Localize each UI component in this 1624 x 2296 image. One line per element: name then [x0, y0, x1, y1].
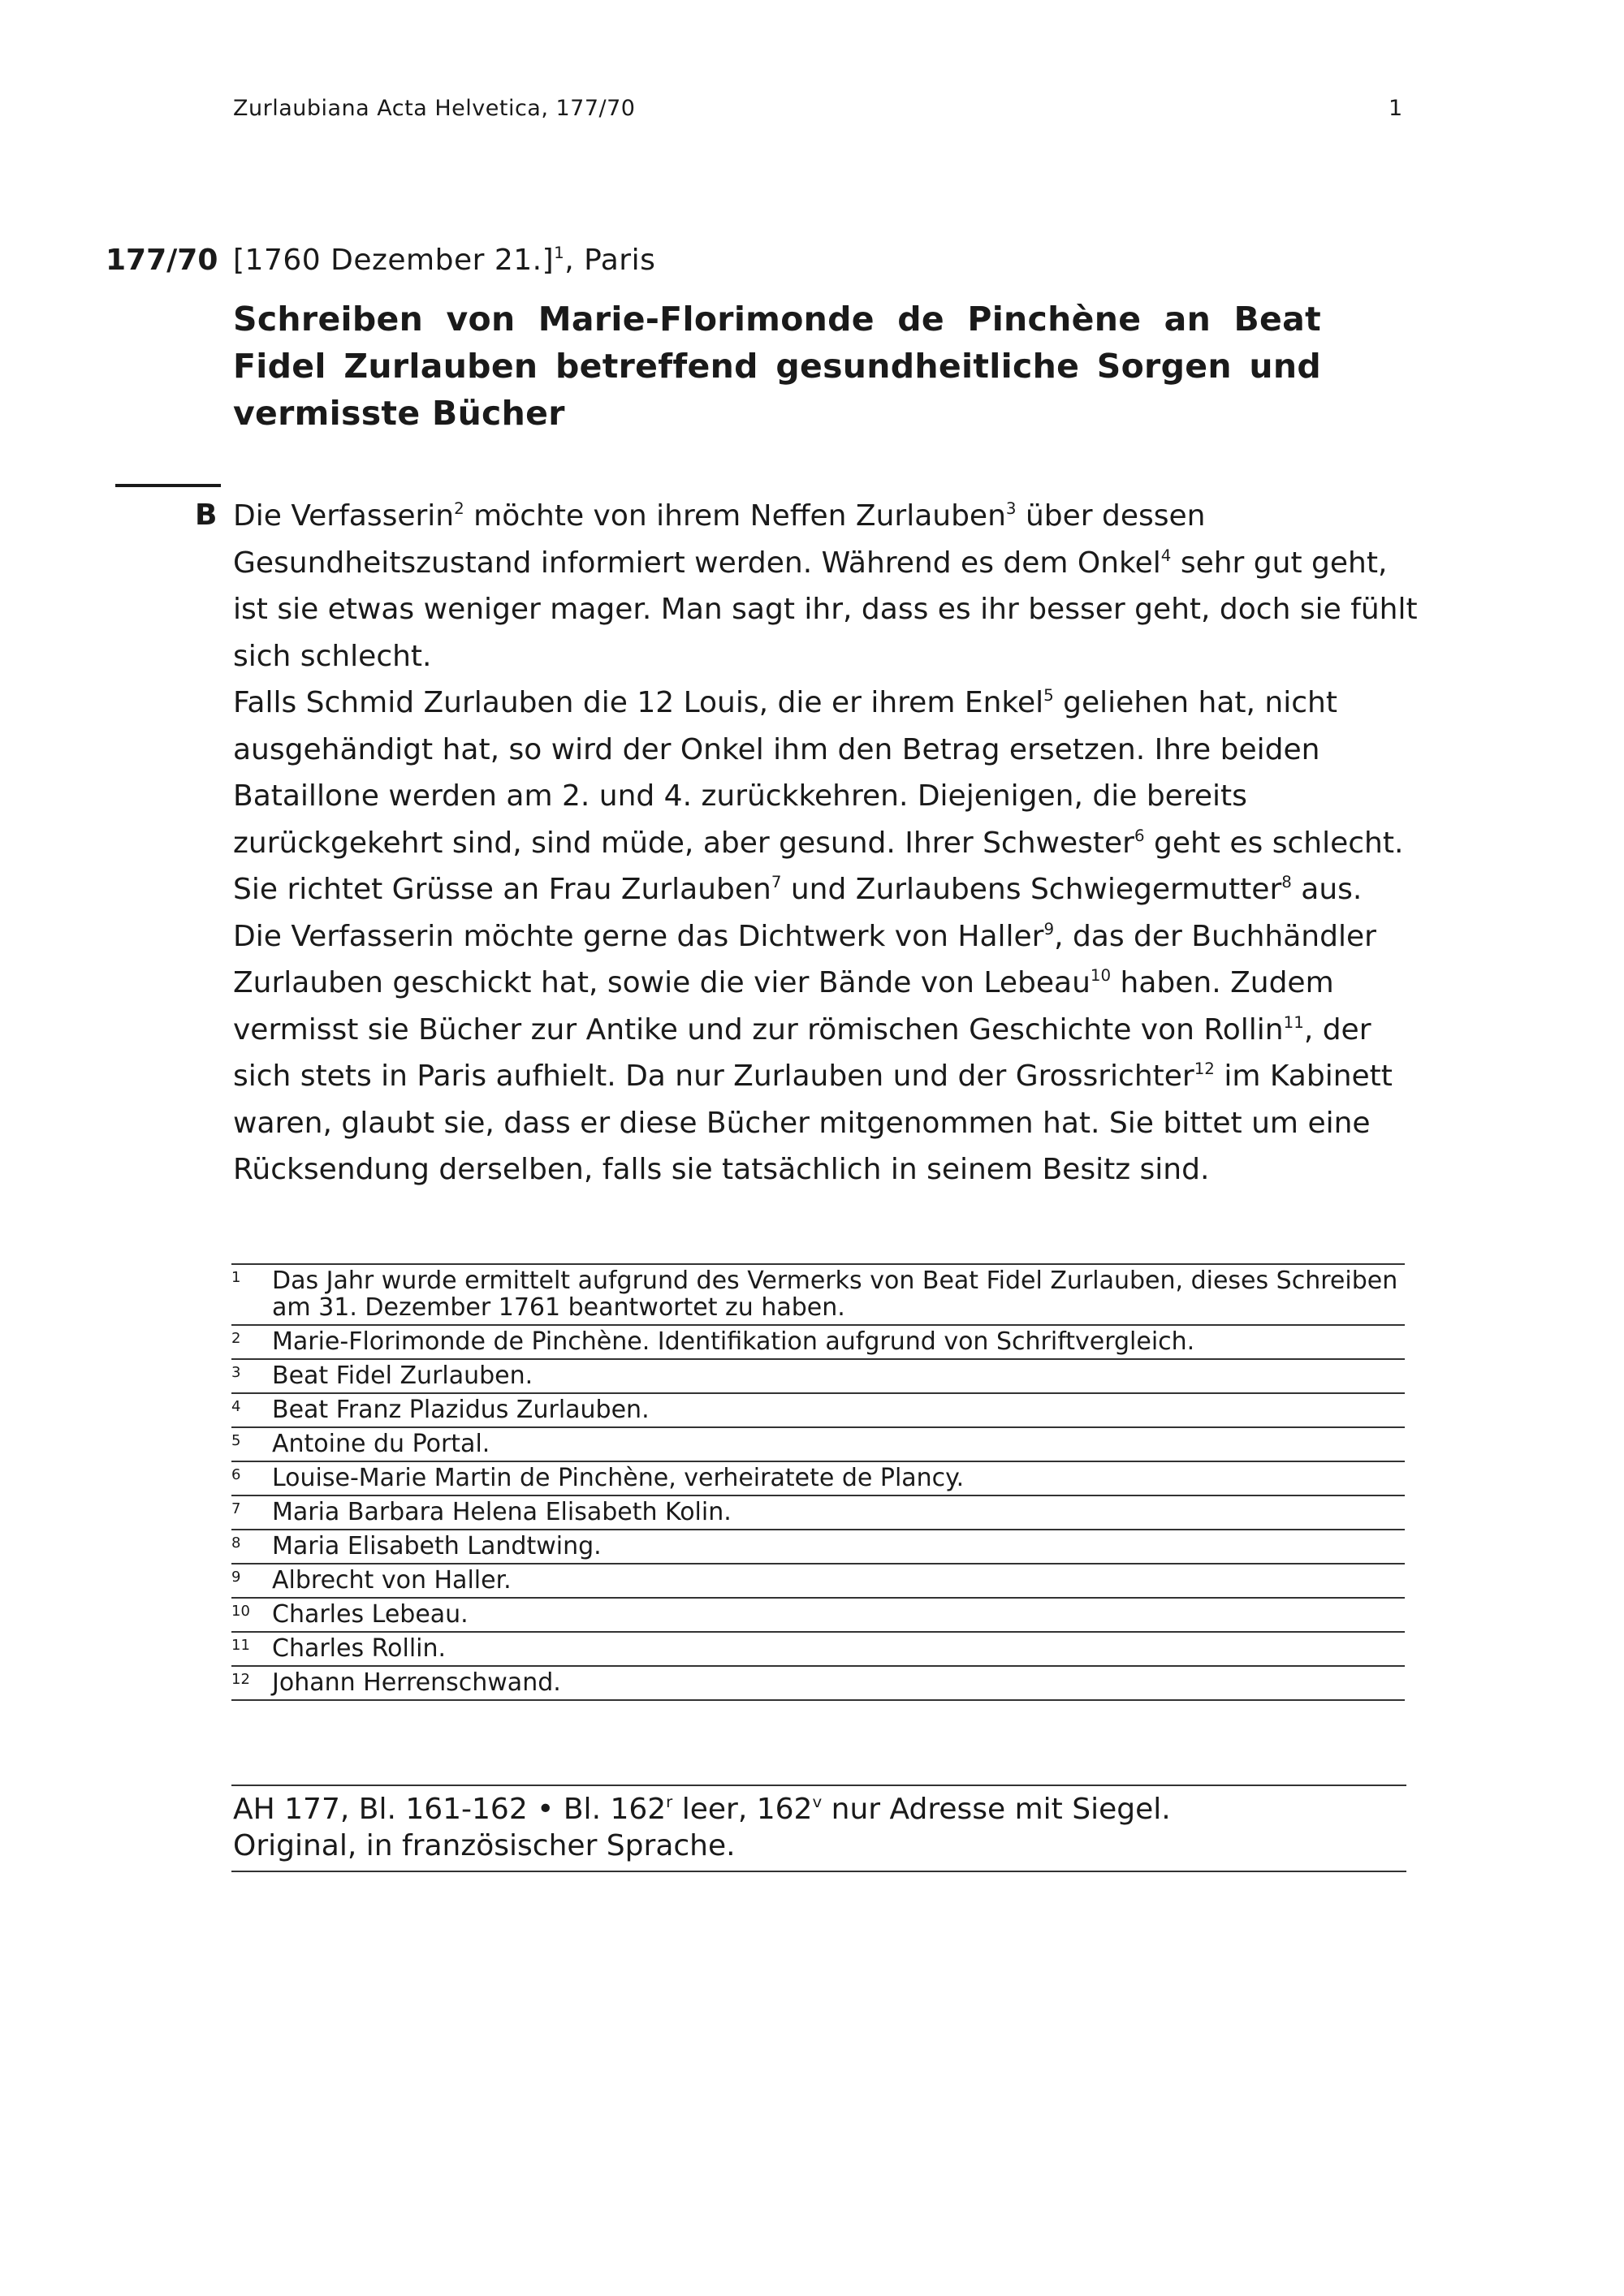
footnote-ref[interactable]: 5: [1043, 686, 1054, 706]
footnote-ref[interactable]: 1: [554, 244, 565, 263]
footnote-ref[interactable]: 9: [1043, 919, 1055, 939]
footnote-number: 4: [231, 1398, 241, 1415]
footnote-ref[interactable]: 8: [1281, 873, 1292, 892]
footnote-text: Beat Fidel Zurlauben.: [272, 1362, 533, 1390]
section-rule: [115, 484, 221, 487]
footnote-item: [231, 1394, 1405, 1428]
footnote-number: 8: [231, 1534, 241, 1552]
regest-text-segment: , der sich stets in Paris aufhielt. Da nur Zurlauben und der Grossrichter: [233, 1012, 1371, 1093]
footnote-number: 9: [231, 1569, 241, 1586]
footnote-text: Das Jahr wurde ermittelt aufgrund des Vermerks von Beat Fidel Zurlauben, dieses Schreiben am 31. Dezember 1761 beantwortet zu haben.: [272, 1267, 1398, 1322]
footnote-ref[interactable]: 3: [1005, 499, 1017, 519]
footnote-item: [231, 1667, 1405, 1701]
footnote-number: 12: [231, 1671, 250, 1688]
regest-paragraph: [233, 493, 1419, 680]
source-text: nur Adresse mit Siegel.: [822, 1793, 1171, 1826]
source-text: leer, 162: [672, 1793, 813, 1826]
footnote-text: Maria Elisabeth Landtwing.: [272, 1532, 602, 1560]
footnote-number: 11: [231, 1637, 250, 1654]
regest-marker: B: [195, 498, 218, 532]
footnote-ref[interactable]: 11: [1283, 1012, 1304, 1032]
document-number: 177/70: [106, 244, 218, 277]
source-line: Original, in französischer Sprache.: [233, 1829, 736, 1862]
footnote-item: [231, 1530, 1405, 1564]
footnote-item: [231, 1326, 1405, 1360]
footnote-number: 1: [231, 1269, 241, 1286]
footnote-text: Louise-Marie Martin de Pinchène, verheiratete de Plancy.: [272, 1464, 965, 1492]
source-text: AH 177, Bl. 161-162 • Bl. 162: [233, 1793, 667, 1826]
footnote-text: Johann Herrenschwand.: [272, 1668, 561, 1697]
footnote-text: Charles Rollin.: [272, 1634, 447, 1663]
footnote-number: 7: [231, 1500, 241, 1517]
regest-text-segment: im Kabinett waren, glaubt sie, dass er diese Bücher mitgenommen hat. Sie bittet um eine Rücksendung derselben, falls sie tatsächlich in seinem Besitz sind.: [233, 1060, 1393, 1186]
footnote-item: [231, 1633, 1405, 1667]
footnote-text: Charles Lebeau.: [272, 1600, 469, 1629]
regest-paragraph: [233, 680, 1419, 1193]
document-title: Schreiben von Marie-Florimonde de Pinchène an Beat Fidel Zurlauben betreffend gesundheitliche Sorgen und vermisste Bücher: [233, 300, 1321, 433]
footnote-number: 5: [231, 1432, 241, 1449]
regest-text-segment: möchte von ihrem Neffen Zurlauben: [464, 499, 1006, 533]
regest-text-segment: Die Verfasserin: [233, 499, 455, 533]
footnote-text: Albrecht von Haller.: [272, 1566, 512, 1595]
footnote-ref[interactable]: 6: [1134, 826, 1145, 845]
footnote-number: 6: [231, 1466, 241, 1483]
footnotes-list: [231, 1263, 1405, 1701]
footnote-text: Marie-Florimonde de Pinchène. Identifikation aufgrund von Schriftvergleich.: [272, 1327, 1195, 1356]
footnote-ref[interactable]: 7: [771, 873, 782, 892]
recto-mark: r: [666, 1793, 673, 1812]
footnote-ref[interactable]: 4: [1160, 546, 1172, 565]
footnote-item: [231, 1462, 1405, 1496]
regest-text-segment: geliehen hat, nicht ausgehändigt hat, so wird der Onkel ihm den Betrag ersetzen. Ihre beiden Bataillone werden am 2. und 4. zurückkehren. Diejenigen, die bereits zurückgekehrt sind, sind müde, aber gesund. Ihrer Schwester: [233, 686, 1337, 860]
footnote-number: 2: [231, 1330, 241, 1347]
footnote-text: Maria Barbara Helena Elisabeth Kolin.: [272, 1498, 732, 1526]
regest-text-segment: , das der Buchhändler Zurlauben geschickt hat, sowie die vier Bände von Lebeau: [233, 919, 1376, 999]
verso-mark: v: [812, 1793, 823, 1812]
regest-text-segment: geht es schlecht. Sie richtet Grüsse an Frau Zurlauben: [233, 826, 1404, 906]
regest-text-segment: haben. Zudem vermisst sie Bücher zur Antike und zur römischen Geschichte von Rollin: [233, 966, 1334, 1047]
source-note: [231, 1785, 1406, 1872]
regest-text-segment: Falls Schmid Zurlauben die 12 Louis, die er ihrem Enkel: [233, 686, 1044, 719]
footnote-item: [231, 1564, 1405, 1599]
regest-text-segment: sehr gut geht, ist sie etwas weniger mager. Man sagt ihr, dass es ihr besser geht, doch sie fühlt sich schlecht.: [233, 546, 1418, 673]
source-line: [233, 1791, 1406, 1828]
regest-text-segment: über dessen Gesundheitszustand informiert werden. Während es dem Onkel: [233, 499, 1206, 580]
footnote-item: [231, 1428, 1405, 1462]
footnote-number: 3: [231, 1364, 241, 1381]
date-text: [1760 Dezember 21.]: [233, 244, 555, 277]
header-title: Zurlaubiana Acta Helvetica, 177/70: [233, 96, 636, 121]
footnote-item: [231, 1265, 1405, 1326]
place-text: , Paris: [564, 244, 656, 277]
regest-text-segment: aus. Die Verfasserin möchte gerne das Dichtwerk von Haller: [233, 873, 1363, 953]
footnote-ref[interactable]: 12: [1194, 1060, 1215, 1079]
document-date-place: [233, 244, 655, 277]
footnote-number: 10: [231, 1603, 250, 1620]
footnote-ref[interactable]: 10: [1090, 966, 1112, 986]
regest-text-segment: und Zurlaubens Schwiegermutter: [781, 873, 1282, 906]
regest-text: [233, 493, 1419, 1193]
page-number: 1: [1389, 96, 1403, 121]
footnote-item: [231, 1496, 1405, 1530]
footnote-text: Antoine du Portal.: [272, 1430, 490, 1458]
footnote-text: Beat Franz Plazidus Zurlauben.: [272, 1396, 650, 1424]
footnote-item: [231, 1599, 1405, 1633]
footnote-ref[interactable]: 2: [454, 499, 464, 519]
footnote-item: [231, 1360, 1405, 1394]
